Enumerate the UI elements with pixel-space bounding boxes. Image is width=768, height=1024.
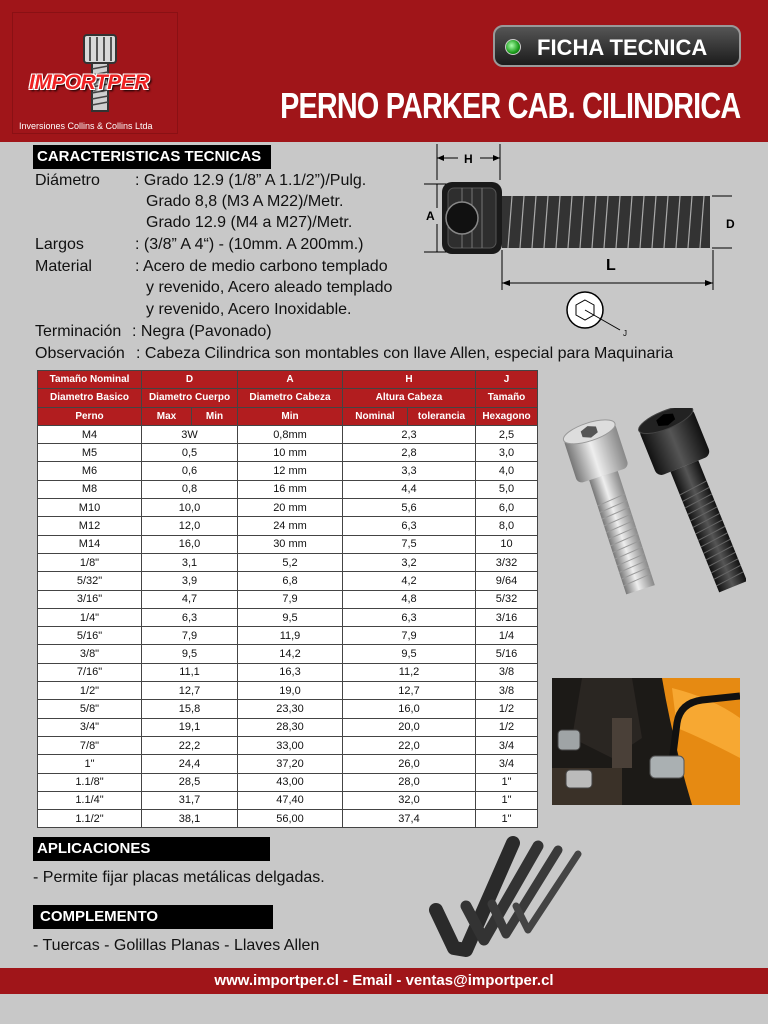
table-row — [38, 608, 538, 626]
table-cell: 7,9 — [238, 590, 343, 608]
table-row — [38, 755, 538, 773]
company-name: Inversiones Collins & Collins Ltda — [19, 121, 153, 131]
table-cell: 9,5 — [142, 645, 238, 663]
table-cell: M14 — [38, 535, 142, 553]
header-cell: Tamaño Nominal — [38, 371, 142, 389]
status-led-icon — [505, 39, 521, 55]
footer-contact: www.importper.cl - Email - ventas@importper.cl — [0, 968, 768, 994]
spec-value-terminacion: : Negra (Pavonado) — [132, 323, 272, 340]
table-cell: 19,1 — [142, 718, 238, 736]
spec-value-largos: : (3/8” A 4“) - (10mm. A 200mm.) — [135, 236, 364, 253]
spec-label-material: Material — [35, 258, 92, 275]
table-cell: 3,0 — [476, 444, 538, 462]
table-cell: 1/2" — [38, 682, 142, 700]
table-cell: 1/4 — [476, 627, 538, 645]
bolt-dimension-diagram — [420, 140, 750, 340]
dim-label-a: A — [426, 209, 435, 223]
aplicaciones-text: - Permite fijar placas metálicas delgadas. — [33, 869, 325, 886]
allen-keys-photo — [418, 828, 588, 968]
table-header-row — [38, 371, 538, 389]
header-cell: Tamaño — [476, 389, 538, 407]
table-cell: 22,2 — [142, 736, 238, 754]
table-row — [38, 535, 538, 553]
header-banner — [0, 0, 768, 142]
header-cell: D — [142, 371, 238, 389]
table-header-row — [38, 389, 538, 407]
table-cell: M8 — [38, 480, 142, 498]
table-cell: 7/16" — [38, 663, 142, 681]
table-cell: 5,6 — [343, 499, 476, 517]
logo-text: IMPORTPER — [29, 71, 149, 94]
bolts-photo — [556, 408, 746, 613]
table-cell: 2,8 — [343, 444, 476, 462]
table-cell: 2,3 — [343, 425, 476, 443]
ficha-tecnica-badge — [493, 25, 741, 67]
complemento-text: - Tuercas - Golillas Planas - Llaves Allen — [33, 937, 320, 954]
dim-label-h: H — [464, 152, 473, 166]
spec-value-material-1: : Acero de medio carbono templado — [135, 258, 388, 275]
table-cell: 33,00 — [238, 736, 343, 754]
table-cell: 19,0 — [238, 682, 343, 700]
table-row — [38, 700, 538, 718]
header-cell: Altura Cabeza — [343, 389, 476, 407]
table-cell: 3/4 — [476, 755, 538, 773]
table-cell: 1" — [476, 810, 538, 828]
header-cell: J — [476, 371, 538, 389]
table-row — [38, 499, 538, 517]
table-cell: 1.1/2" — [38, 810, 142, 828]
table-cell: 20 mm — [238, 499, 343, 517]
dim-label-l: L — [606, 257, 616, 274]
table-cell: 32,0 — [343, 791, 476, 809]
table-cell: 5,0 — [476, 480, 538, 498]
spec-value-material-2: y revenido, Acero aleado templado — [146, 279, 393, 296]
table-cell: 12,7 — [343, 682, 476, 700]
table-row — [38, 791, 538, 809]
table-cell: 7/8" — [38, 736, 142, 754]
table-cell: 3,9 — [142, 572, 238, 590]
table-cell: 28,5 — [142, 773, 238, 791]
table-cell: 4,2 — [343, 572, 476, 590]
table-cell: 3/8 — [476, 663, 538, 681]
header-cell: Hexagono — [476, 407, 538, 425]
table-cell: 7,9 — [343, 627, 476, 645]
table-row — [38, 553, 538, 571]
table-cell: 3/8" — [38, 645, 142, 663]
table-cell: 3,3 — [343, 462, 476, 480]
table-cell: 6,3 — [343, 517, 476, 535]
spec-label-diametro: Diámetro — [35, 172, 100, 189]
table-cell: 56,00 — [238, 810, 343, 828]
table-cell: 9/64 — [476, 572, 538, 590]
table-cell: 47,40 — [238, 791, 343, 809]
table-cell: 16,0 — [142, 535, 238, 553]
table-cell: 1" — [476, 791, 538, 809]
table-row — [38, 517, 538, 535]
spec-label-terminacion: Terminación — [35, 323, 122, 340]
badge-label: FICHA TECNICA — [537, 35, 708, 60]
table-cell: M6 — [38, 462, 142, 480]
table-cell: 0,5 — [142, 444, 238, 462]
header-cell: A — [238, 371, 343, 389]
spec-label-observacion: Observación — [35, 345, 125, 362]
header-cell: Diametro Cabeza — [238, 389, 343, 407]
table-cell: 1.1/4" — [38, 791, 142, 809]
table-cell: 1/8" — [38, 553, 142, 571]
table-cell: 0,8 — [142, 480, 238, 498]
table-row — [38, 627, 538, 645]
table-cell: 6,3 — [142, 608, 238, 626]
spec-value-diametro-3: Grado 12.9 (M4 a M27)/Metr. — [146, 214, 353, 231]
table-cell: 5/16" — [38, 627, 142, 645]
spec-value-observacion: : Cabeza Cilindrica son montables con llave Allen, especial para Maquinaria — [136, 345, 674, 362]
machinery-photo — [552, 678, 740, 805]
header-cell: Diametro Basico — [38, 389, 142, 407]
table-cell: 5/32 — [476, 590, 538, 608]
header-cell: tolerancia — [408, 407, 476, 425]
table-row — [38, 718, 538, 736]
table-row — [38, 480, 538, 498]
table-cell: 2,5 — [476, 425, 538, 443]
table-row — [38, 572, 538, 590]
table-cell: 11,2 — [343, 663, 476, 681]
spec-value-material-3: y revenido, Acero Inoxidable. — [146, 301, 352, 318]
table-cell: 6,3 — [343, 608, 476, 626]
table-row — [38, 682, 538, 700]
table-row — [38, 462, 538, 480]
header-cell: Min — [238, 407, 343, 425]
table-cell: M12 — [38, 517, 142, 535]
table-cell: 14,2 — [238, 645, 343, 663]
table-cell: 1/4" — [38, 608, 142, 626]
table-cell: 11,9 — [238, 627, 343, 645]
table-cell: 1.1/8" — [38, 773, 142, 791]
section-label-aplicaciones: APLICACIONES — [33, 837, 270, 861]
company-logo — [12, 12, 178, 134]
table-cell: M10 — [38, 499, 142, 517]
table-cell: 16,3 — [238, 663, 343, 681]
table-cell: 31,7 — [142, 791, 238, 809]
table-cell: 1/2 — [476, 718, 538, 736]
table-cell: 12,0 — [142, 517, 238, 535]
dim-label-d: D — [726, 217, 735, 231]
table-cell: 5/16 — [476, 645, 538, 663]
table-cell: 8,0 — [476, 517, 538, 535]
table-cell: 23,30 — [238, 700, 343, 718]
table-cell: 3/8 — [476, 682, 538, 700]
table-cell: 4,0 — [476, 462, 538, 480]
table-cell: 16 mm — [238, 480, 343, 498]
table-cell: 28,30 — [238, 718, 343, 736]
table-cell: 5/32" — [38, 572, 142, 590]
table-cell: 4,7 — [142, 590, 238, 608]
table-cell: 37,4 — [343, 810, 476, 828]
table-cell: 12 mm — [238, 462, 343, 480]
header-cell: Nominal — [343, 407, 408, 425]
header-cell: Perno — [38, 407, 142, 425]
table-cell: 3,2 — [343, 553, 476, 571]
page-title: PERNO PARKER CAB. CILINDRICA — [279, 85, 740, 126]
table-cell: 4,8 — [343, 590, 476, 608]
header-cell: Diametro Cuerpo — [142, 389, 238, 407]
table-cell: 11,1 — [142, 663, 238, 681]
table-cell: 0,8mm — [238, 425, 343, 443]
table-cell: 3/4 — [476, 736, 538, 754]
table-row — [38, 444, 538, 462]
table-cell: 1" — [38, 755, 142, 773]
table-header-row — [38, 407, 538, 425]
table-cell: 3/32 — [476, 553, 538, 571]
header-cell: H — [343, 371, 476, 389]
table-cell: 22,0 — [343, 736, 476, 754]
table-cell: 10 — [476, 535, 538, 553]
table-cell: 3/16" — [38, 590, 142, 608]
section-label-complemento: COMPLEMENTO — [33, 905, 273, 929]
table-cell: 24 mm — [238, 517, 343, 535]
table-cell: 37,20 — [238, 755, 343, 773]
spec-label-largos: Largos — [35, 236, 84, 253]
spec-value-diametro-1: : Grado 12.9 (1/8” A 1.1/2”)/Pulg. — [135, 172, 367, 189]
table-row — [38, 810, 538, 828]
table-row — [38, 425, 538, 443]
table-row — [38, 645, 538, 663]
table-cell: 4,4 — [343, 480, 476, 498]
table-cell: 15,8 — [142, 700, 238, 718]
table-cell: 1" — [476, 773, 538, 791]
table-cell: 10,0 — [142, 499, 238, 517]
table-cell: 30 mm — [238, 535, 343, 553]
spec-value-diametro-2: Grado 8,8 (M3 A M22)/Metr. — [146, 193, 344, 210]
table-cell: 24,4 — [142, 755, 238, 773]
table-row — [38, 590, 538, 608]
table-cell: 26,0 — [343, 755, 476, 773]
table-cell: 38,1 — [142, 810, 238, 828]
table-cell: 5,2 — [238, 553, 343, 571]
table-cell: 20,0 — [343, 718, 476, 736]
table-cell: 5/8" — [38, 700, 142, 718]
section-label-caracteristicas: CARACTERISTICAS TECNICAS — [33, 145, 271, 169]
table-cell: 7,5 — [343, 535, 476, 553]
table-cell: 9,5 — [343, 645, 476, 663]
table-cell: 6,0 — [476, 499, 538, 517]
table-cell: 43,00 — [238, 773, 343, 791]
table-cell: 16,0 — [343, 700, 476, 718]
table-cell: 3W — [142, 425, 238, 443]
table-cell: 3/16 — [476, 608, 538, 626]
table-cell: M4 — [38, 425, 142, 443]
table-cell: 12,7 — [142, 682, 238, 700]
table-cell: 7,9 — [142, 627, 238, 645]
table-cell: M5 — [38, 444, 142, 462]
header-cell: Min — [192, 407, 238, 425]
dimensions-table — [37, 370, 538, 828]
table-cell: 3,1 — [142, 553, 238, 571]
table-cell: 9,5 — [238, 608, 343, 626]
table-cell: 1/2 — [476, 700, 538, 718]
table-cell: 28,0 — [343, 773, 476, 791]
table-cell: 6,8 — [238, 572, 343, 590]
table-row — [38, 736, 538, 754]
table-row — [38, 773, 538, 791]
header-cell: Max — [142, 407, 192, 425]
table-row — [38, 663, 538, 681]
table-cell: 0,6 — [142, 462, 238, 480]
dim-label-j: J — [623, 329, 627, 338]
table-cell: 3/4" — [38, 718, 142, 736]
table-cell: 10 mm — [238, 444, 343, 462]
